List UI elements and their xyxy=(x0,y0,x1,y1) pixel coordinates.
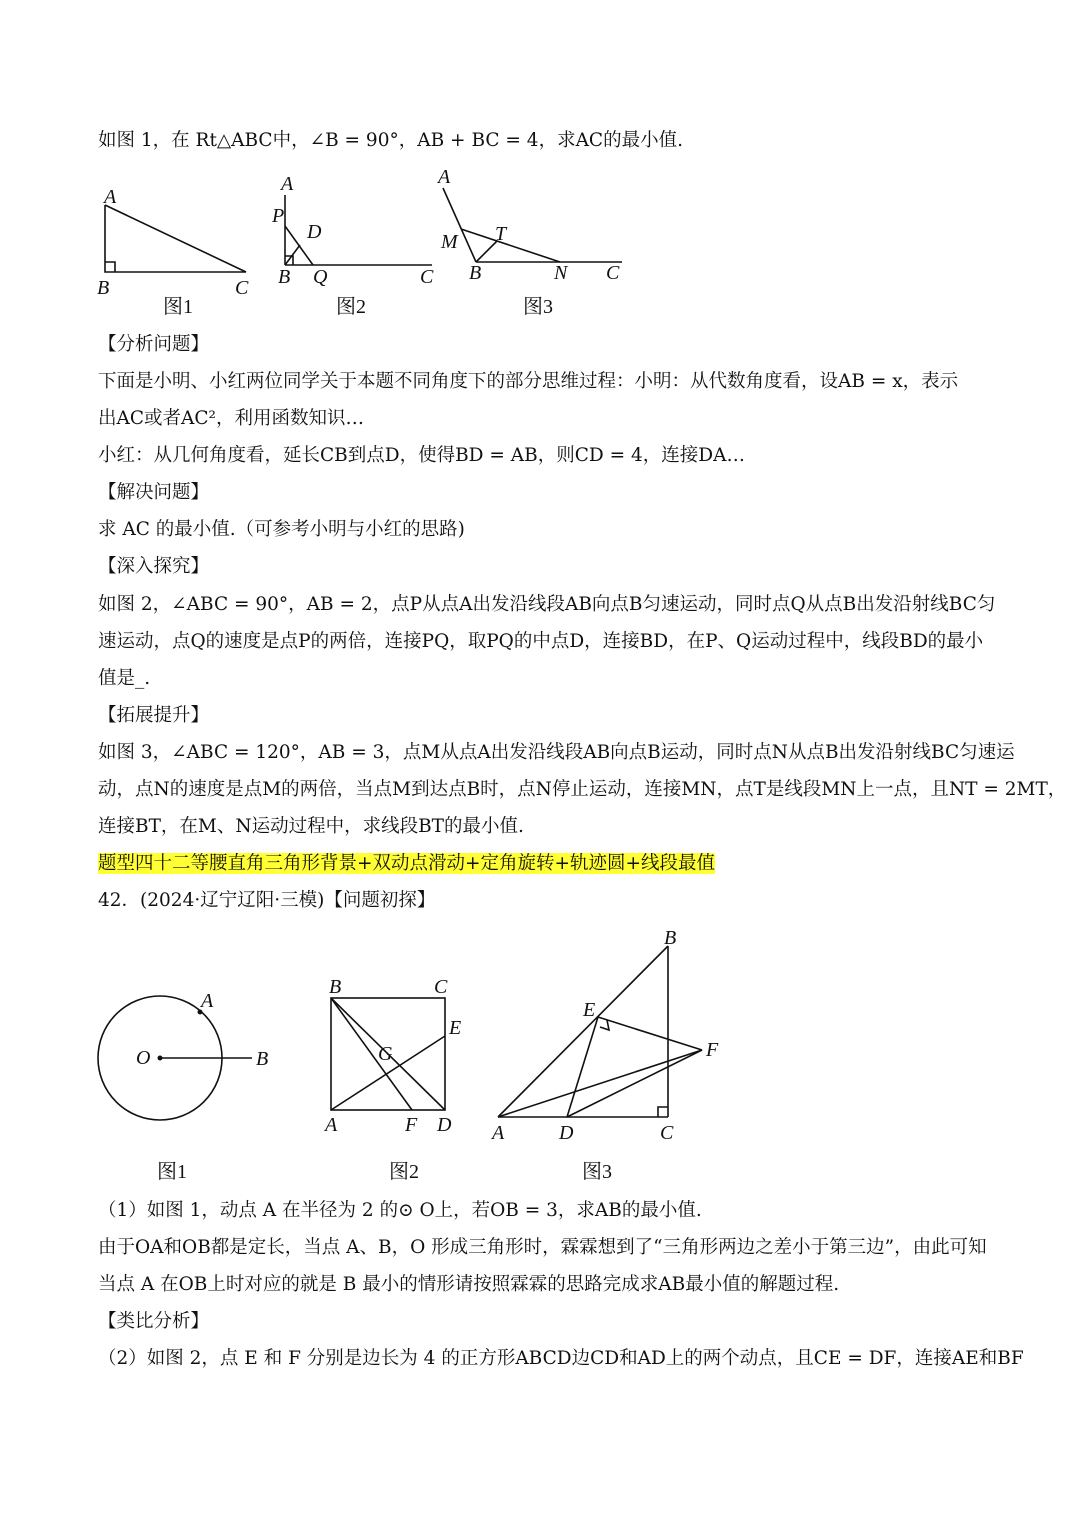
figure-3-moving-points xyxy=(443,188,622,262)
figure-1-circle xyxy=(98,996,252,1120)
paragraph-q1: （1）如图 1，动点 A 在半径为 2 的⊙ O上，若OB = 3，求AB的最小值. xyxy=(98,1200,702,1221)
fig-b1-label-O: O xyxy=(136,1047,151,1069)
fig-b2-label-C: C xyxy=(434,976,448,998)
heading-solve: 【解决问题】 xyxy=(98,482,210,503)
paragraph-extend-3: 连接BT，在M、N运动过程中，求线段BT的最小值. xyxy=(98,816,524,837)
fig1-label-A: A xyxy=(104,186,117,208)
fig-b3-caption: 图3 xyxy=(582,1161,612,1183)
fig2-caption: 图2 xyxy=(336,296,366,318)
fig3-caption: 图3 xyxy=(523,296,553,318)
fig3-label-C: C xyxy=(606,262,620,284)
fig3-label-M: M xyxy=(441,231,458,253)
fig2-label-D: D xyxy=(307,221,322,243)
fig2-label-C: C xyxy=(420,266,434,288)
fig3-label-N: N xyxy=(554,262,568,284)
fig-b3-label-D: D xyxy=(559,1122,574,1144)
paragraph-extend-1: 如图 3，∠ABC = 120°，AB = 3，点M从点A出发沿线段AB向点B运动，同时点N从点B出发沿射线BC匀速运 xyxy=(98,742,1015,763)
figure-3-isosceles-right-triangle xyxy=(498,946,702,1117)
fig2-label-B: B xyxy=(278,266,291,288)
heading-explore: 【深入探究】 xyxy=(98,556,210,577)
heading-analogy: 【类比分析】 xyxy=(98,1311,210,1332)
fig2-label-P: P xyxy=(272,205,285,227)
fig-b3-label-E: E xyxy=(583,999,596,1021)
paragraph-q2: （2）如图 2，点 E 和 F 分别是边长为 4 的正方形ABCD边CD和AD上的两个动点，且CE = DF，连接AE和BF xyxy=(98,1348,1024,1369)
fig-b1-caption: 图1 xyxy=(157,1161,187,1183)
fig1-caption: 图1 xyxy=(163,296,193,318)
fig3-label-B: B xyxy=(469,262,482,284)
figure-1-right-triangle xyxy=(105,205,246,272)
paragraph-reasoning-2: 当点 A 在OB上时对应的就是 B 最小的情形请按照霖霖的思路完成求AB最小值的解题过程. xyxy=(98,1274,840,1295)
fig-b2-label-D: D xyxy=(437,1114,452,1136)
fig-b1-label-B: B xyxy=(256,1048,269,1070)
paragraph-xiaoming-1: 下面是小明、小红两位同学关于本题不同角度下的部分思维过程：小明：从代数角度看，设AB = x，表示 xyxy=(98,371,959,392)
fig-b2-label-F: F xyxy=(405,1114,418,1136)
heading-analysis: 【分析问题】 xyxy=(98,334,210,355)
fig-b2-label-A: A xyxy=(325,1114,338,1136)
problem-intro: 如图 1，在 Rt△ABC中，∠B = 90°，AB + BC = 4，求AC的最小值. xyxy=(98,130,683,151)
fig2-label-A: A xyxy=(281,173,294,195)
fig-b1-label-A: A xyxy=(201,990,214,1012)
fig-b3-label-F: F xyxy=(706,1039,719,1061)
paragraph-xiaohong: 小红：从几何角度看，延长CB到点D，使得BD = AB，则CD = 4，连接DA… xyxy=(98,445,745,466)
fig1-label-B: B xyxy=(97,277,110,299)
fig3-label-T: T xyxy=(495,223,507,245)
question-42-header: 42．(2024·辽宁辽阳·三模)【问题初探】 xyxy=(98,890,436,911)
paragraph-explore-2: 速运动，点Q的速度是点P的两倍，连接PQ，取PQ的中点D，连接BD，在P、Q运动过程中，线段BD的最小 xyxy=(98,631,984,652)
paragraph-explore-1: 如图 2，∠ABC = 90°，AB = 2，点P从点A出发沿线段AB向点B匀速运动，同时点Q从点B出发沿射线BC匀 xyxy=(98,594,996,615)
fig-b2-label-G: G xyxy=(378,1043,393,1065)
fig-b3-label-B: B xyxy=(664,927,677,949)
heading-extend: 【拓展提升】 xyxy=(98,705,210,726)
paragraph-solve: 求 AC 的最小值.（可参考小明与小红的思路) xyxy=(98,519,465,540)
paragraph-extend-2: 动，点N的速度是点M的两倍，当点M到达点B时，点N停止运动，连接MN，点T是线段MN上一点，且NT = 2MT， xyxy=(98,779,1067,800)
fig1-label-C: C xyxy=(235,277,249,299)
paragraph-explore-3: 值是_. xyxy=(98,668,151,689)
figure-row-2 xyxy=(0,920,1080,1190)
fig2-label-Q: Q xyxy=(313,266,328,288)
fig-b2-caption: 图2 xyxy=(389,1161,419,1183)
fig-b3-label-A: A xyxy=(492,1122,505,1144)
fig-b2-label-B: B xyxy=(329,976,342,998)
paragraph-xiaoming-2: 出AC或者AC²，利用函数知识… xyxy=(98,408,364,429)
highlighted-section-title: 题型四十二等腰直角三角形背景+双动点滑动+定角旋转+轨迹圆+线段最值 xyxy=(98,853,716,874)
paragraph-reasoning-1: 由于OA和OB都是定长，当点 A、B，O 形成三角形时，霖霖想到了“三角形两边之差小于第三边”，由此可知 xyxy=(98,1237,987,1258)
fig-b3-label-C: C xyxy=(660,1122,674,1144)
fig3-label-A: A xyxy=(438,166,451,188)
fig-b2-label-E: E xyxy=(449,1017,462,1039)
